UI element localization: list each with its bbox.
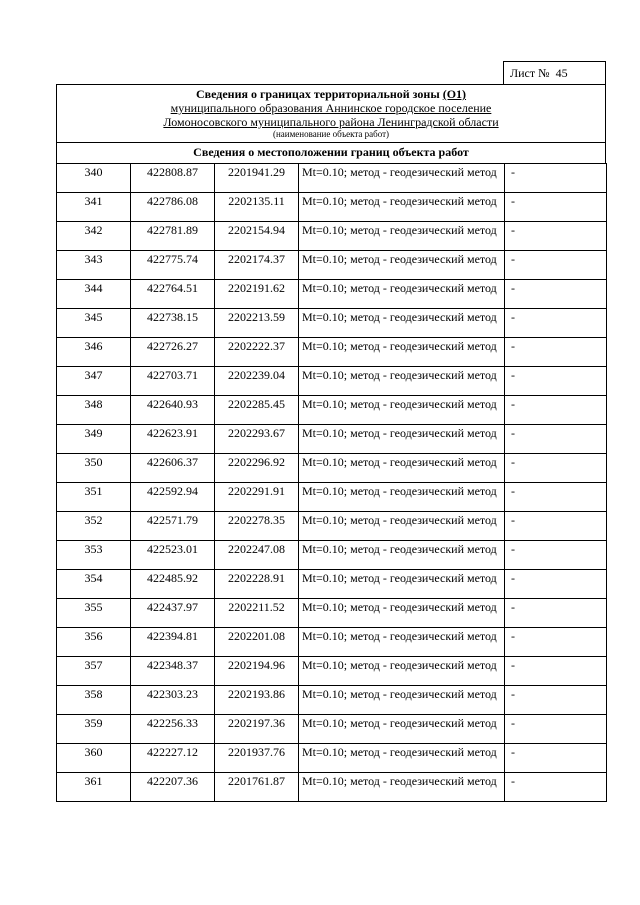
section-title: Сведения о местоположении границ объекта работ	[56, 142, 606, 164]
coord-y: 2202293.67	[215, 425, 299, 454]
coord-x: 422606.37	[131, 454, 215, 483]
table-row	[57, 251, 607, 280]
point-number: 359	[57, 715, 131, 744]
table-row	[57, 367, 607, 396]
point-number: 348	[57, 396, 131, 425]
table-row	[57, 715, 607, 744]
coord-x: 422256.33	[131, 715, 215, 744]
table-row	[57, 338, 607, 367]
accuracy-method: Mt=0.10; метод - геодезический метод	[299, 251, 505, 280]
coord-x: 422485.92	[131, 570, 215, 599]
point-number: 358	[57, 686, 131, 715]
coord-x: 422703.71	[131, 367, 215, 396]
coord-y: 2202228.91	[215, 570, 299, 599]
description: -	[505, 744, 607, 773]
description: -	[505, 454, 607, 483]
description: -	[505, 280, 607, 309]
accuracy-method: Mt=0.10; метод - геодезический метод	[299, 280, 505, 309]
accuracy-method: Mt=0.10; метод - геодезический метод	[299, 309, 505, 338]
coord-y: 2202194.96	[215, 657, 299, 686]
description: -	[505, 425, 607, 454]
table-row	[57, 512, 607, 541]
coord-x: 422786.08	[131, 193, 215, 222]
coord-x: 422523.01	[131, 541, 215, 570]
accuracy-method: Mt=0.10; метод - геодезический метод	[299, 512, 505, 541]
point-number: 355	[57, 599, 131, 628]
table-row	[57, 164, 607, 193]
table-row	[57, 541, 607, 570]
coord-y: 2202197.36	[215, 715, 299, 744]
coord-x: 422592.94	[131, 483, 215, 512]
point-number: 342	[57, 222, 131, 251]
description: -	[505, 773, 607, 802]
coord-y: 2202278.35	[215, 512, 299, 541]
description: -	[505, 686, 607, 715]
coord-x: 422775.74	[131, 251, 215, 280]
sheet-label: Лист №	[510, 65, 550, 80]
coord-y: 2202135.11	[215, 193, 299, 222]
coordinates-table	[56, 163, 607, 802]
table-row	[57, 599, 607, 628]
coord-y: 2202193.86	[215, 686, 299, 715]
accuracy-method: Mt=0.10; метод - геодезический метод	[299, 744, 505, 773]
point-number: 341	[57, 193, 131, 222]
coord-y: 2202174.37	[215, 251, 299, 280]
coord-y: 2202296.92	[215, 454, 299, 483]
coord-x: 422726.27	[131, 338, 215, 367]
table-row	[57, 628, 607, 657]
description: -	[505, 715, 607, 744]
coord-y: 2202154.94	[215, 222, 299, 251]
coord-y: 2202222.37	[215, 338, 299, 367]
accuracy-method: Mt=0.10; метод - геодезический метод	[299, 396, 505, 425]
point-number: 344	[57, 280, 131, 309]
coord-x: 422348.37	[131, 657, 215, 686]
table-row	[57, 483, 607, 512]
accuracy-method: Mt=0.10; метод - геодезический метод	[299, 715, 505, 744]
coord-y: 2202247.08	[215, 541, 299, 570]
point-number: 340	[57, 164, 131, 193]
coord-y: 2202191.62	[215, 280, 299, 309]
description: -	[505, 251, 607, 280]
accuracy-method: Mt=0.10; метод - геодезический метод	[299, 164, 505, 193]
description: -	[505, 193, 607, 222]
accuracy-method: Mt=0.10; метод - геодезический метод	[299, 628, 505, 657]
coord-x: 422303.23	[131, 686, 215, 715]
coord-x: 422623.91	[131, 425, 215, 454]
point-number: 350	[57, 454, 131, 483]
description: -	[505, 599, 607, 628]
point-number: 347	[57, 367, 131, 396]
document-header	[56, 84, 606, 143]
coord-y: 2202213.59	[215, 309, 299, 338]
table-row	[57, 657, 607, 686]
table-row	[57, 454, 607, 483]
point-number: 343	[57, 251, 131, 280]
coord-x: 422808.87	[131, 164, 215, 193]
accuracy-method: Mt=0.10; метод - геодезический метод	[299, 454, 505, 483]
coord-y: 2202285.45	[215, 396, 299, 425]
accuracy-method: Mt=0.10; метод - геодезический метод	[299, 425, 505, 454]
table-row	[57, 309, 607, 338]
table-row	[57, 686, 607, 715]
description: -	[505, 164, 607, 193]
coord-y: 2201937.76	[215, 744, 299, 773]
sheet-number-box	[503, 61, 606, 85]
accuracy-method: Mt=0.10; метод - геодезический метод	[299, 686, 505, 715]
accuracy-method: Mt=0.10; метод - геодезический метод	[299, 222, 505, 251]
point-number: 345	[57, 309, 131, 338]
coord-y: 2202239.04	[215, 367, 299, 396]
zone-title-prefix: Сведения о границах территориальной зоны	[195, 87, 443, 101]
accuracy-method: Mt=0.10; метод - геодезический метод	[299, 599, 505, 628]
description: -	[505, 338, 607, 367]
point-number: 360	[57, 744, 131, 773]
description: -	[505, 628, 607, 657]
description: -	[505, 512, 607, 541]
object-caption: (наименование объекта работ)	[272, 129, 390, 139]
sheet-number: 45	[555, 65, 568, 80]
point-number: 353	[57, 541, 131, 570]
description: -	[505, 309, 607, 338]
point-number: 352	[57, 512, 131, 541]
point-number: 356	[57, 628, 131, 657]
coord-x: 422437.97	[131, 599, 215, 628]
coord-y: 2202291.91	[215, 483, 299, 512]
accuracy-method: Mt=0.10; метод - геодезический метод	[299, 483, 505, 512]
table-row	[57, 570, 607, 599]
point-number: 351	[57, 483, 131, 512]
coord-x: 422781.89	[131, 222, 215, 251]
zone-title	[57, 87, 605, 101]
district-line: Ломоносовского муниципального района Ленинградской области	[163, 115, 499, 129]
description: -	[505, 570, 607, 599]
coord-y: 2202201.08	[215, 628, 299, 657]
coord-x: 422738.15	[131, 309, 215, 338]
point-number: 346	[57, 338, 131, 367]
accuracy-method: Mt=0.10; метод - геодезический метод	[299, 541, 505, 570]
description: -	[505, 541, 607, 570]
coord-x: 422227.12	[131, 744, 215, 773]
coord-y: 2201941.29	[215, 164, 299, 193]
coord-y: 2202211.52	[215, 599, 299, 628]
accuracy-method: Mt=0.10; метод - геодезический метод	[299, 657, 505, 686]
accuracy-method: Mt=0.10; метод - геодезический метод	[299, 338, 505, 367]
accuracy-method: Mt=0.10; метод - геодезический метод	[299, 570, 505, 599]
table-row	[57, 396, 607, 425]
zone-code: (О1)	[442, 87, 467, 101]
table-row	[57, 280, 607, 309]
coordinates-table-body	[57, 164, 607, 802]
description: -	[505, 657, 607, 686]
coord-y: 2201761.87	[215, 773, 299, 802]
description: -	[505, 222, 607, 251]
point-number: 357	[57, 657, 131, 686]
table-row	[57, 744, 607, 773]
table-row	[57, 425, 607, 454]
coord-x: 422394.81	[131, 628, 215, 657]
description: -	[505, 396, 607, 425]
table-row	[57, 193, 607, 222]
table-row	[57, 773, 607, 802]
point-number: 354	[57, 570, 131, 599]
accuracy-method: Mt=0.10; метод - геодезический метод	[299, 193, 505, 222]
description: -	[505, 483, 607, 512]
coord-x: 422640.93	[131, 396, 215, 425]
coord-x: 422207.36	[131, 773, 215, 802]
coord-x: 422571.79	[131, 512, 215, 541]
accuracy-method: Mt=0.10; метод - геодезический метод	[299, 773, 505, 802]
coord-x: 422764.51	[131, 280, 215, 309]
point-number: 349	[57, 425, 131, 454]
municipality-line: муниципального образования Аннинское городское поселение	[170, 101, 492, 115]
point-number: 361	[57, 773, 131, 802]
accuracy-method: Mt=0.10; метод - геодезический метод	[299, 367, 505, 396]
description: -	[505, 367, 607, 396]
table-row	[57, 222, 607, 251]
